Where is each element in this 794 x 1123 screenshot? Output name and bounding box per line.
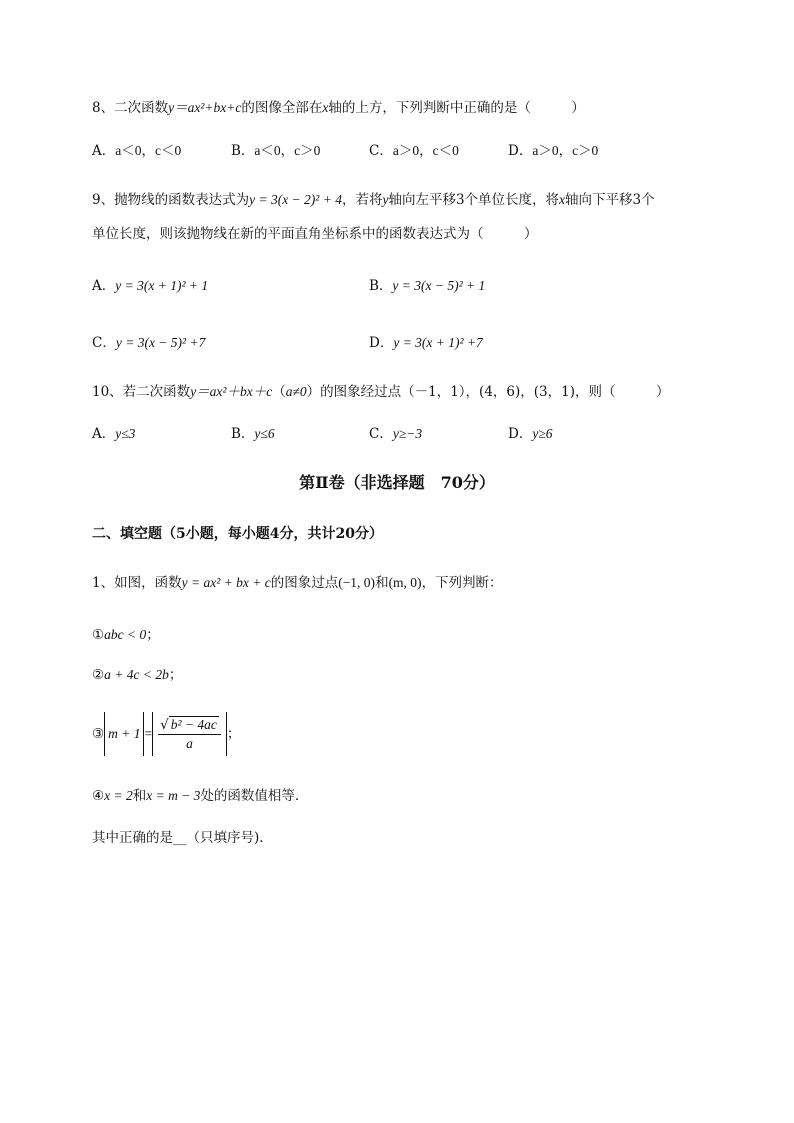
fill1-answer-line: 其中正确的是__（只填序号)． [92, 830, 273, 846]
fill1-item1: ①abc < 0； [92, 627, 160, 643]
fill1-item4: ④x = 2和x = m − 3处的函数值相等． [92, 788, 309, 804]
fill1-item3: ③ m + 1 = $\frac{\text{√ b² − 4ac}}{a}$ ； [92, 712, 240, 756]
q9-stem-line1: 9、抛物线的函数表达式为y = 3(x − 2)² + 4，若将y轴向左平移3个单位长度，将x轴向下平移3个 [92, 192, 655, 208]
q8-option-b: B．a＜0，c＞0 [231, 143, 321, 159]
q9-option-c: C．y = 3(x − 5)² +7 [92, 335, 206, 351]
q8-x-var: x [322, 100, 329, 115]
q8-stem-text-c: 轴的上方，下列判断中正确的是（ ） [328, 100, 585, 116]
q8-option-a: A．a＜0，c＜0 [92, 143, 182, 159]
q10-option-d: D．y≥6 [508, 426, 553, 442]
q10-formula: y＝ax²＋bx＋c [190, 384, 273, 399]
fill1-formula: y = ax² + bx + c [181, 575, 271, 590]
q8-formula: y＝ax²+bx+c [168, 100, 242, 115]
q8-stem-text-b: 的图像全部在 [241, 100, 323, 116]
q9-option-b: B．y = 3(x − 5)² + 1 [369, 278, 486, 294]
fill1-stem: 1、如图，函数y = ax² + bx + c的图象过点(−1, 0)和(m, 0)，下列判断： [92, 575, 503, 591]
section-title: 二、填空题（5小题，每小题4分，共计20分） [92, 526, 383, 542]
q8-stem [92, 98, 585, 118]
fill1-item2: ②a + 4c < 2b； [92, 667, 183, 683]
q8-option-c: C．a＞0，c＜0 [369, 143, 459, 159]
q9-formula: y = 3(x − 2)² + 4 [249, 192, 342, 207]
part2-title: 第Ⅱ卷（非选择题 70分） [299, 473, 495, 492]
q9-option-d: D．y = 3(x + 1)² +7 [369, 335, 483, 351]
q10-stem: 10、若二次函数y＝ax²＋bx＋c（a≠0）的图象经过点（－1，1），(4，6)，(3，1)，则（ ） [92, 384, 670, 400]
q8-option-d: D．a＞0，c＞0 [508, 143, 599, 159]
q10-option-b: B．y≤6 [231, 426, 275, 442]
q9-stem-line2: 单位长度，则该抛物线在新的平面直角坐标系中的函数表达式为（ ） [92, 226, 538, 242]
q9-option-a: A．y = 3(x + 1)² + 1 [92, 278, 209, 294]
q10-option-a: A．y≤3 [92, 426, 136, 442]
q8-stem-text-a: 8、二次函数 [92, 100, 169, 116]
q10-option-c: C．y≥−3 [369, 426, 423, 442]
